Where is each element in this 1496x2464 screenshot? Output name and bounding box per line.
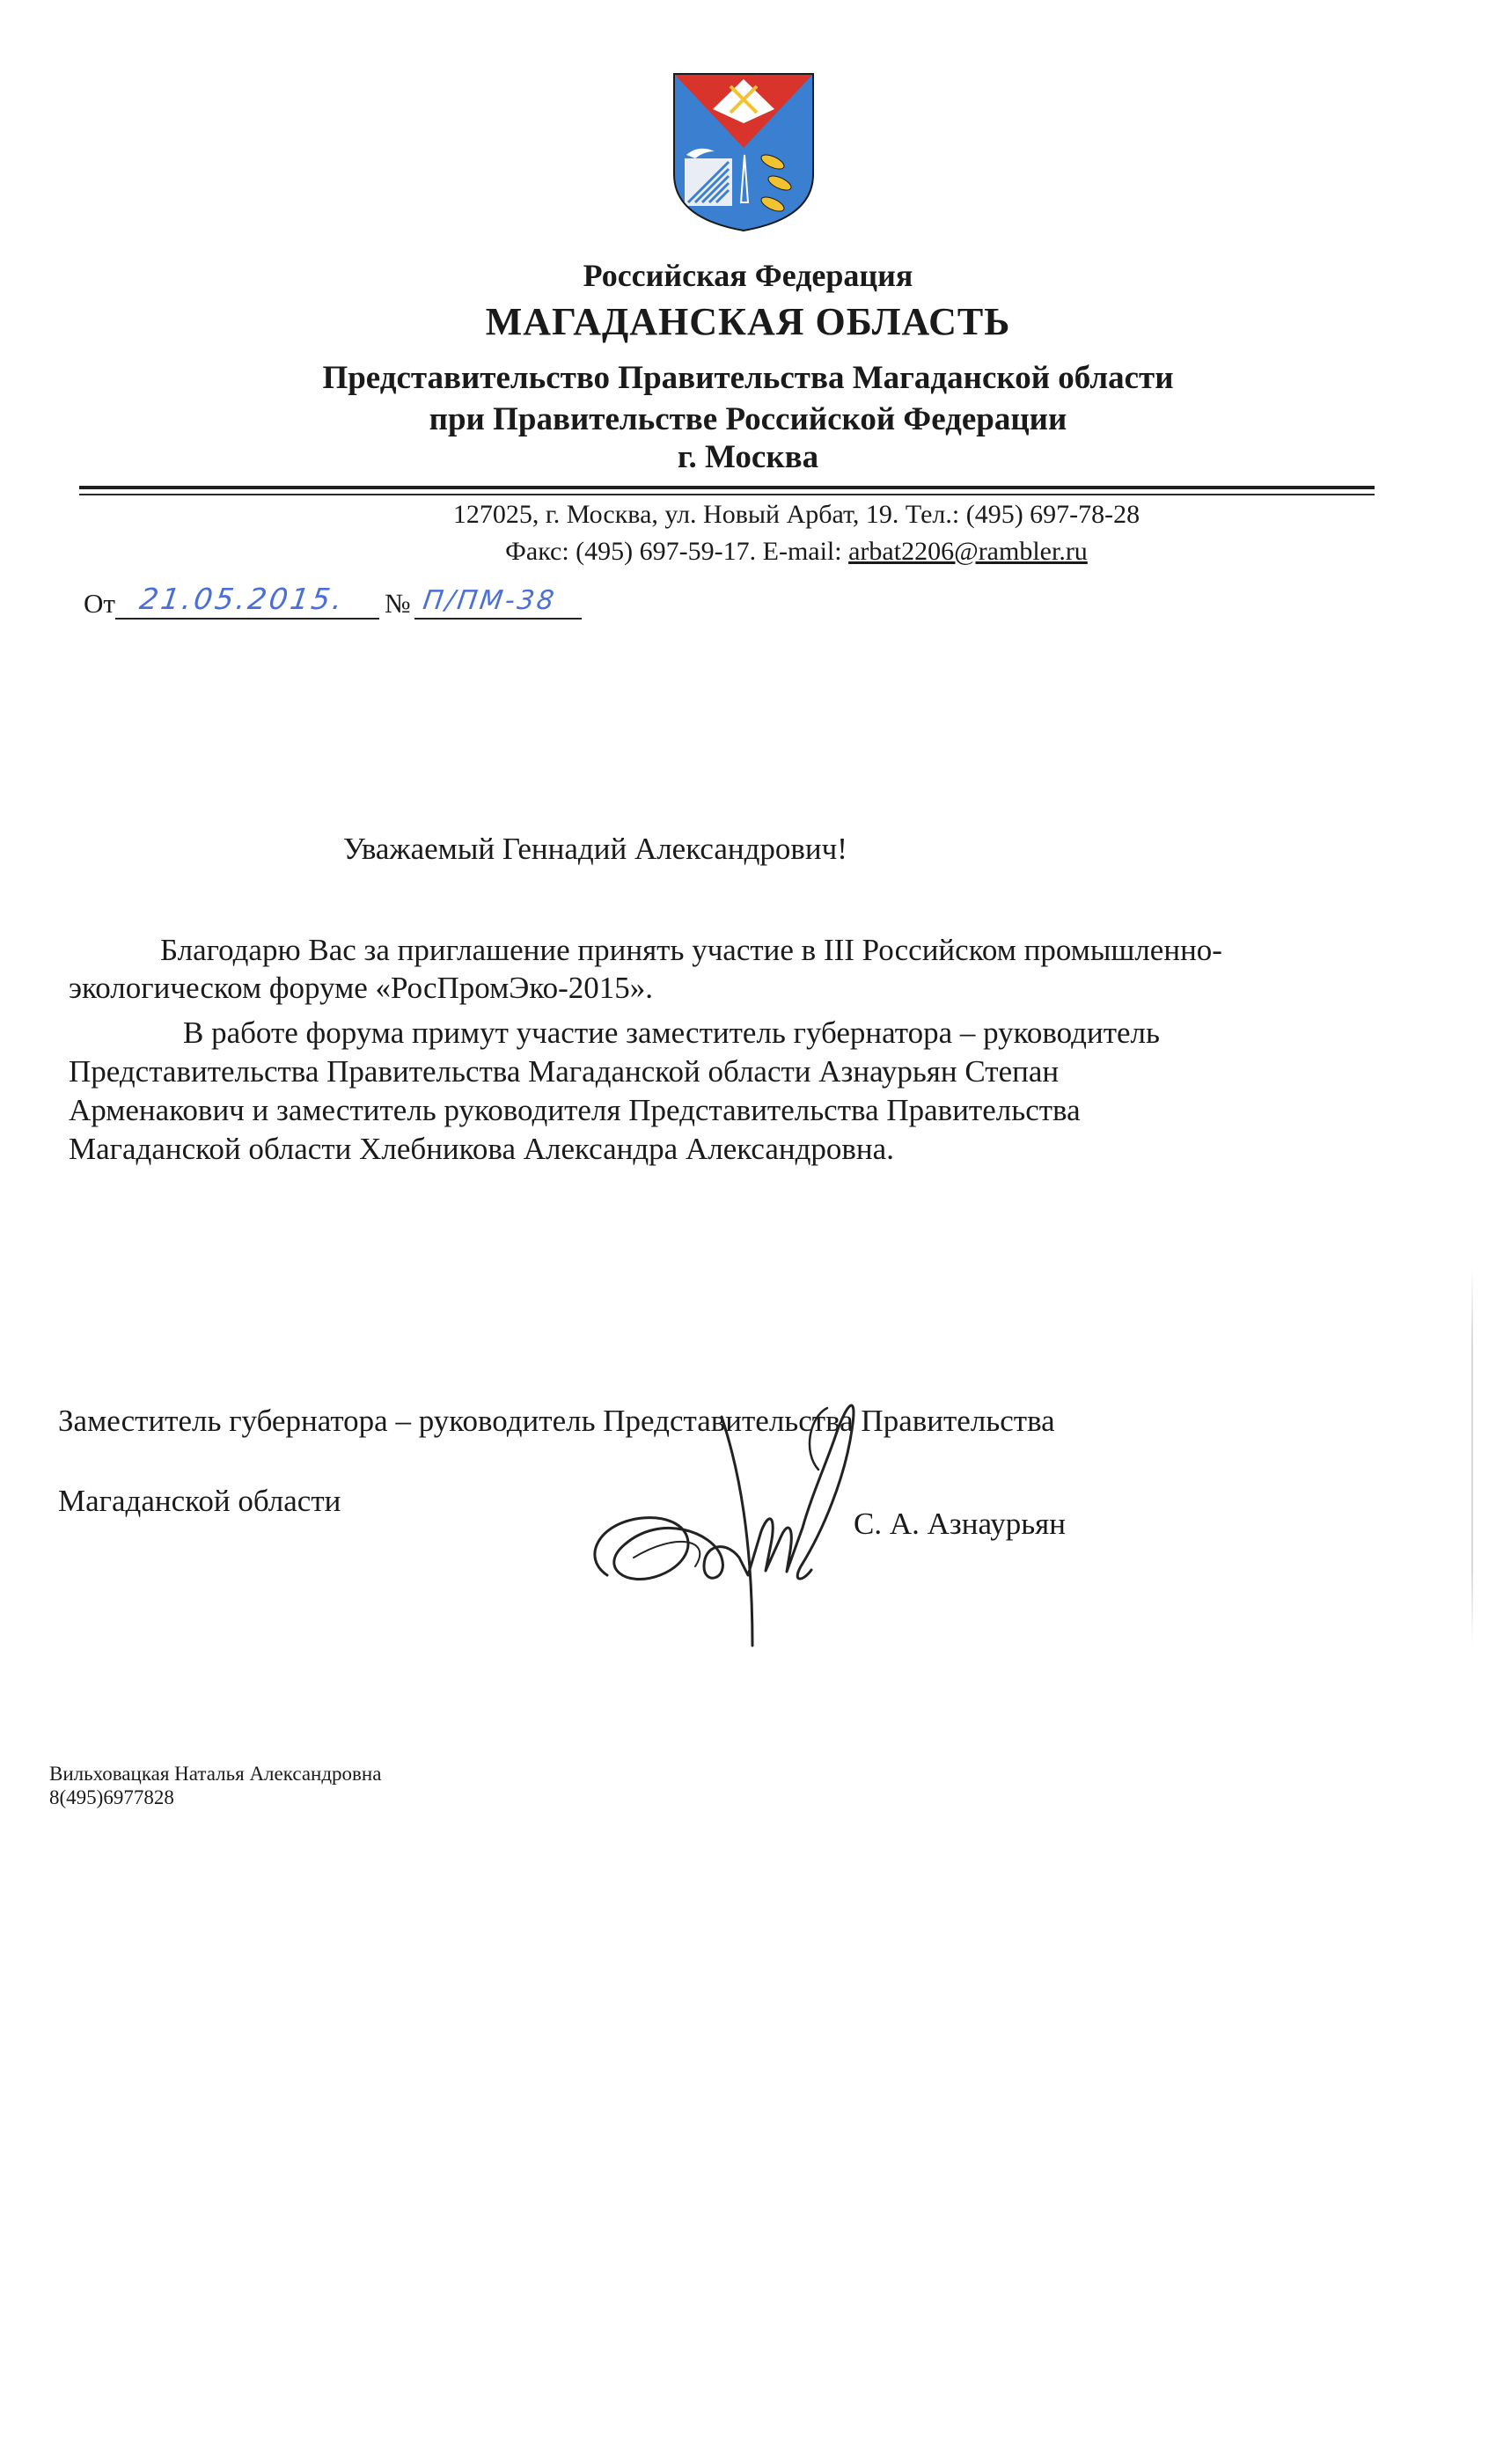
signer-name: С. А. Азнаурьян xyxy=(854,1507,1067,1541)
signer-title-line-1: Заместитель губернатора – руководитель Представительства Правительства xyxy=(58,1404,1055,1438)
number-field xyxy=(414,581,582,620)
paragraph-1-line-2: экологическом форуме «РосПромЭко-2015». xyxy=(69,971,654,1005)
paragraph-2-line-2: Представительства Правительства Магаданской области Азнаурьян Степан xyxy=(69,1054,1060,1089)
paragraph-2-line-1: В работе форума примут участие заместитель губернатора – руководитель xyxy=(183,1016,1160,1050)
scan-edge-mark xyxy=(1471,1267,1473,1646)
organization-city: г. Москва xyxy=(677,439,819,475)
fax-text: Факс: (495) 697-59-17. E-mail: xyxy=(505,537,849,566)
signer-title-line-2: Магаданской области xyxy=(58,1484,341,1518)
organization-line-1: Представительство Правительства Магаданской области xyxy=(322,360,1174,396)
date-field xyxy=(115,581,379,620)
fax-email-line xyxy=(0,537,1496,567)
date-handwritten: 21.05.2015. xyxy=(137,582,348,616)
executor-phone: 8(495)6977828 xyxy=(49,1786,174,1808)
paragraph-2-line-3: Арменакович и заместитель руководителя Представительства Правительства xyxy=(69,1093,1081,1127)
date-label: От xyxy=(84,588,115,619)
executor-name: Вильховацкая Наталья Александровна xyxy=(49,1763,382,1785)
region-name: МАГАДАНСКАЯ ОБЛАСТЬ xyxy=(485,300,1011,343)
number-label: № xyxy=(384,588,411,619)
greeting: Уважаемый Геннадий Александрович! xyxy=(343,832,847,866)
organization-line-2: при Правительстве Российской Федерации xyxy=(429,401,1067,437)
country-name: Российская Федерация xyxy=(583,258,913,293)
handwritten-signature xyxy=(572,1355,889,1663)
registration-line xyxy=(84,581,582,620)
number-handwritten: П/ПМ-38 xyxy=(421,585,559,616)
paragraph-1-line-1: Благодарю Вас за приглашение принять участие в III Российском промышленно- xyxy=(160,933,1222,967)
paragraph-2-line-4: Магаданской области Хлебникова Александра Александровна. xyxy=(69,1132,894,1166)
magadan-coat-of-arms-icon xyxy=(669,70,818,234)
header-divider-thin xyxy=(79,494,1375,495)
email-link[interactable]: arbat2206@rambler.ru xyxy=(848,537,1088,566)
header-divider-thick xyxy=(79,486,1375,489)
address-line: 127025, г. Москва, ул. Новый Арбат, 19. Тел.: (495) 697-78-28 xyxy=(452,500,1140,529)
